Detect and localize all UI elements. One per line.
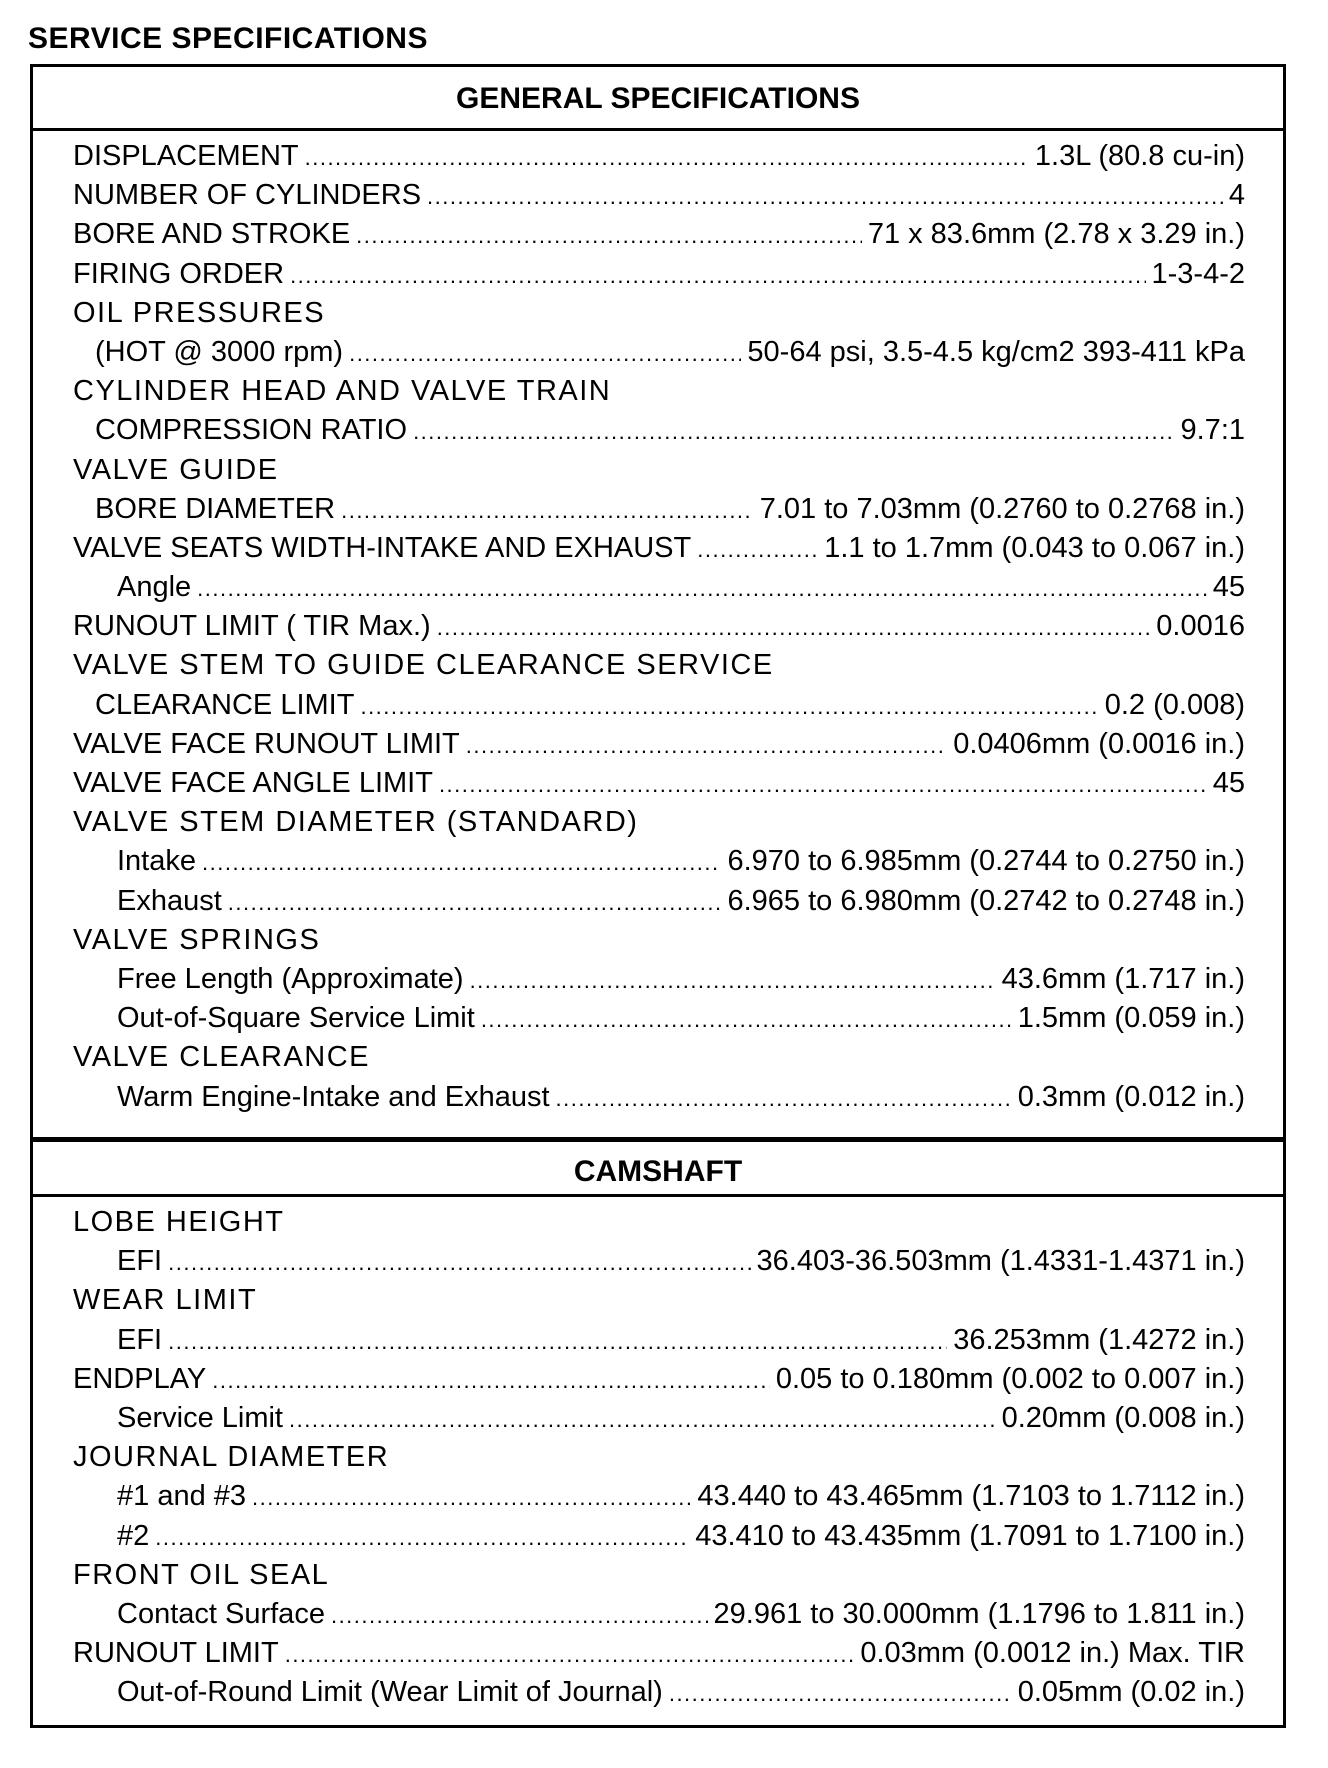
spec-heading-label: OIL PRESSURES [73, 296, 326, 329]
spec-heading-valve-stem-to-guide [73, 646, 1245, 685]
spec-row-displacement [73, 137, 1245, 176]
dot-leader [439, 765, 1207, 803]
spec-row-stem-intake [73, 842, 1245, 881]
spec-value: 71 x 83.6mm (2.78 x 3.29 in.) [867, 218, 1245, 251]
spec-label: Contact Surface [117, 1597, 325, 1630]
dot-leader [252, 1478, 691, 1516]
spec-row-valve-face-angle [73, 764, 1245, 803]
spec-row-compression-ratio [73, 411, 1245, 450]
spec-heading-label: VALVE STEM DIAMETER (STANDARD) [73, 806, 639, 839]
dot-leader [360, 687, 1098, 725]
spec-value: 0.05mm (0.02 in.) [1017, 1676, 1245, 1709]
spec-value: 45 [1212, 767, 1245, 799]
spec-row-runout-limit [73, 607, 1245, 646]
spec-value: 0.20mm (0.008 in.) [1001, 1401, 1245, 1434]
dot-leader [289, 1400, 996, 1438]
spec-row-journal-2 [73, 1517, 1245, 1556]
spec-value: 1-3-4-2 [1151, 257, 1245, 290]
spec-heading-front-oil-seal [73, 1556, 1245, 1595]
spec-label: Intake [117, 845, 196, 878]
dot-leader [202, 843, 721, 881]
dot-leader [341, 491, 754, 529]
spec-heading-valve-clearance [73, 1038, 1245, 1077]
spec-label: VALVE FACE ANGLE LIMIT [73, 767, 433, 799]
spec-heading-valve-guide [73, 451, 1245, 490]
spec-label: Free Length (Approximate) [117, 962, 464, 995]
spec-heading-label: VALVE STEM TO GUIDE CLEARANCE SERVICE [73, 649, 774, 682]
spec-heading-label: VALVE GUIDE [73, 453, 279, 486]
spec-row-lobe-efi [73, 1242, 1245, 1281]
spec-value: 43.6mm (1.717 in.) [1001, 962, 1245, 995]
dot-leader [466, 726, 947, 764]
spec-value: 9.7:1 [1180, 414, 1245, 447]
spec-label: RUNOUT LIMIT ( TIR Max.) [73, 610, 431, 643]
spec-value: 6.965 to 6.980mm (0.2742 to 0.2748 in.) [727, 884, 1245, 917]
spec-value: 43.410 to 43.435mm (1.7091 to 1.7100 in.) [695, 1519, 1245, 1552]
dot-leader [669, 1674, 1012, 1712]
spec-value: 36.403-36.503mm (1.4331-1.4371 in.) [756, 1245, 1245, 1278]
dot-leader [356, 216, 862, 254]
spec-row-out-of-square [73, 999, 1245, 1038]
spec-row-endplay [73, 1360, 1245, 1399]
spec-value: 0.03mm (0.0012 in.) Max. TIR [860, 1637, 1245, 1670]
dot-leader [155, 1518, 689, 1556]
spec-row-clearance-limit [73, 686, 1245, 725]
dot-leader [305, 138, 1029, 176]
spec-heading-lobe-height [73, 1203, 1245, 1242]
spec-value: 1.3L (80.8 cu-in) [1034, 140, 1245, 172]
spec-label: RUNOUT LIMIT [73, 1637, 279, 1670]
dot-leader [331, 1596, 708, 1634]
dot-leader [697, 530, 818, 568]
spec-heading-label: LOBE HEIGHT [73, 1206, 285, 1238]
spec-row-valve-seats-width [73, 529, 1245, 568]
spec-value: 7.01 to 7.03mm (0.2760 to 0.2768 in.) [759, 492, 1245, 525]
spec-heading-journal-diameter [73, 1438, 1245, 1477]
spec-value: 6.970 to 6.985mm (0.2744 to 0.2750 in.) [727, 845, 1245, 878]
dot-leader [481, 1000, 1012, 1038]
page-title: SERVICE SPECIFICATIONS [28, 22, 428, 55]
general-specifications-header: GENERAL SPECIFICATIONS [33, 67, 1283, 131]
camshaft-list [73, 1203, 1245, 1712]
dot-leader [290, 256, 1145, 294]
spec-row-stem-exhaust [73, 882, 1245, 921]
spec-label: VALVE SEATS WIDTH-INTAKE AND EXHAUST [73, 531, 692, 564]
spec-row-journal-1-3 [73, 1477, 1245, 1516]
spec-row-out-of-round [73, 1673, 1245, 1712]
dot-leader [228, 883, 722, 921]
spec-label: #1 and #3 [117, 1480, 247, 1513]
spec-heading-label: VALVE SPRINGS [73, 923, 321, 956]
spec-label: #2 [117, 1519, 150, 1552]
spec-label: BORE DIAMETER [95, 492, 336, 525]
spec-heading-label: FRONT OIL SEAL [73, 1558, 330, 1591]
spec-label: Service Limit [117, 1401, 283, 1434]
spec-label: EFI [117, 1323, 163, 1356]
dot-leader [197, 569, 1207, 607]
spec-row-bore-diameter [73, 490, 1245, 529]
spec-row-wear-efi [73, 1321, 1245, 1360]
dot-leader [349, 334, 741, 372]
spec-row-valve-face-runout [73, 725, 1245, 764]
spec-row-free-length [73, 960, 1245, 999]
dot-leader [212, 1361, 770, 1399]
dot-leader [470, 961, 996, 999]
spec-heading-label: CYLINDER HEAD AND VALVE TRAIN [73, 375, 612, 408]
spec-value: 50-64 psi, 3.5-4.5 kg/cm2 393-411 kPa [747, 335, 1245, 368]
spec-heading-valve-springs [73, 921, 1245, 960]
spec-heading-valve-stem-diameter [73, 803, 1245, 842]
spec-label: (HOT @ 3000 rpm) [95, 335, 344, 368]
spec-label: COMPRESSION RATIO [95, 414, 408, 447]
spec-heading-label: VALVE CLEARANCE [73, 1041, 371, 1074]
spec-value: 0.0406mm (0.0016 in.) [953, 727, 1245, 760]
spec-row-endplay-service-limit [73, 1399, 1245, 1438]
spec-row-number-of-cylinders [73, 176, 1245, 215]
spec-label: Out-of-Square Service Limit [117, 1002, 475, 1035]
spec-row-firing-order [73, 255, 1245, 294]
spec-row-contact-surface [73, 1595, 1245, 1634]
dot-leader [556, 1079, 1012, 1117]
spec-heading-label: WEAR LIMIT [73, 1284, 258, 1317]
dot-leader [168, 1243, 750, 1281]
spec-value: 0.0016 [1156, 610, 1245, 643]
dot-leader [427, 177, 1223, 215]
spec-row-seat-angle [73, 568, 1245, 607]
spec-value: 0.2 (0.008) [1104, 688, 1245, 721]
spec-label: FIRING ORDER [73, 257, 285, 290]
spec-label: BORE AND STROKE [73, 218, 351, 251]
spec-row-bore-and-stroke [73, 215, 1245, 254]
general-specifications-list [73, 137, 1245, 1117]
dot-leader [413, 412, 1174, 450]
spec-value: 0.05 to 0.180mm (0.002 to 0.007 in.) [775, 1362, 1245, 1395]
spec-value: 4 [1228, 179, 1245, 212]
spec-value: 0.3mm (0.012 in.) [1017, 1080, 1245, 1113]
camshaft-header: CAMSHAFT [33, 1137, 1283, 1197]
spec-label: ENDPLAY [73, 1362, 207, 1395]
spec-label: Out-of-Round Limit (Wear Limit of Journal) [117, 1676, 663, 1709]
spec-row-oil-pressure-hot [73, 333, 1245, 372]
spec-value: 45 [1212, 571, 1245, 604]
spec-value: 29.961 to 30.000mm (1.1796 to 1.811 in.) [713, 1597, 1245, 1630]
spec-label: EFI [117, 1245, 163, 1278]
spec-value: 36.253mm (1.4272 in.) [953, 1323, 1245, 1356]
spec-value: 1.5mm (0.059 in.) [1017, 1002, 1245, 1035]
spec-label: DISPLACEMENT [73, 140, 299, 172]
spec-value: 1.1 to 1.7mm (0.043 to 0.067 in.) [824, 531, 1245, 564]
dot-leader [285, 1635, 855, 1673]
spec-label: CLEARANCE LIMIT [95, 688, 355, 721]
spec-label: VALVE FACE RUNOUT LIMIT [73, 727, 460, 760]
spec-label: Warm Engine-Intake and Exhaust [117, 1080, 550, 1113]
spec-row-warm-engine [73, 1078, 1245, 1117]
spec-label: Exhaust [117, 884, 222, 917]
spec-heading-wear-limit [73, 1281, 1245, 1320]
spec-label: Angle [117, 571, 192, 604]
spec-row-camshaft-runout [73, 1634, 1245, 1673]
spec-heading-cylinder-head [73, 372, 1245, 411]
spec-value: 43.440 to 43.465mm (1.7103 to 1.7112 in.) [697, 1480, 1245, 1513]
dot-leader [437, 608, 1151, 646]
spec-table [30, 64, 1286, 1728]
spec-heading-oil-pressures [73, 294, 1245, 333]
spec-heading-label: JOURNAL DIAMETER [73, 1441, 390, 1474]
spec-label: NUMBER OF CYLINDERS [73, 179, 422, 212]
dot-leader [168, 1322, 947, 1360]
